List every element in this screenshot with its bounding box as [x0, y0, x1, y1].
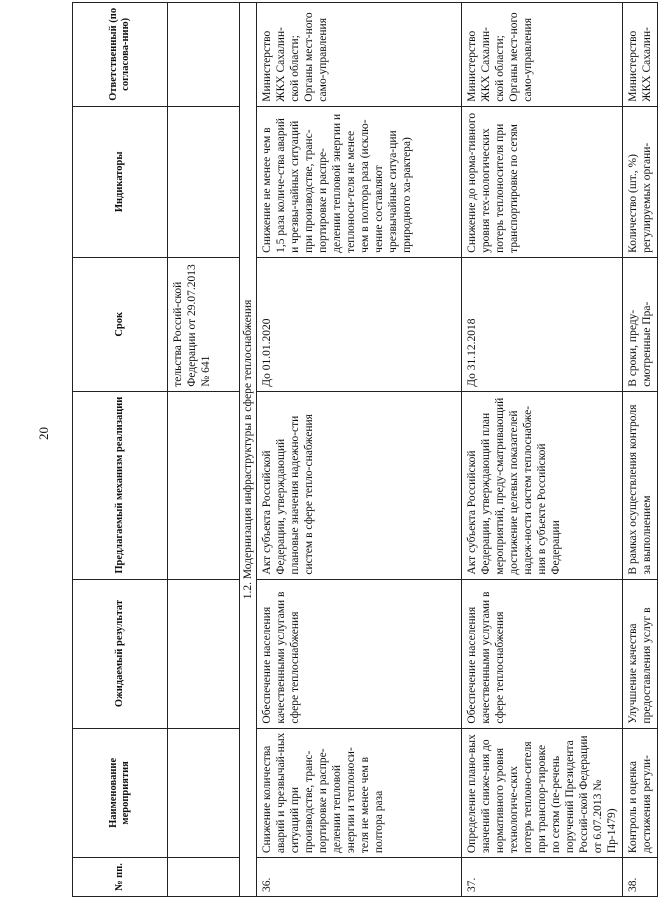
row-37-indicators: Снижение до норма-тивного уровня тех-нологических потерь теплоносителя при транспортировке по сетям [462, 106, 623, 257]
cell-result [168, 579, 240, 728]
row-38-indicators: Количество (шт., %) регулируемых органи- [623, 106, 658, 257]
row-37-num: 37. [462, 858, 623, 897]
table-row-continued [168, 3, 240, 897]
row-36-num: 36. [257, 858, 462, 897]
document-table-area [72, 2, 652, 897]
row-38-mechanism: В рамках осуществления контроля за выполнением [623, 391, 658, 579]
cell-num [168, 858, 240, 897]
header-term: Срок [73, 257, 168, 391]
measures-table [72, 2, 658, 897]
table-header-row [73, 3, 168, 897]
row-38-name: Контроль и оценка достижения регули- [623, 728, 658, 858]
header-indicators: Индикаторы [73, 106, 168, 257]
header-responsible: Ответственный (по согласова-нию) [73, 3, 168, 107]
cell-responsible [168, 3, 240, 107]
row-38-result: Улучшение качества предоставления услуг в [623, 579, 658, 728]
header-name: Наименование мероприятия [73, 728, 168, 858]
cell-name [168, 728, 240, 858]
row-36-name: Снижение количества аварий и чрезвычай-ных ситуаций при производстве, транс-портировке и распре-делении тепловой энергии и теплоноси-теля не менее чем в полтора раза [257, 728, 462, 858]
cell-term: тельства Россий-ской Федерации от 29.07.2013 № 641 [168, 257, 240, 391]
header-mechanism: Предлагаемый механизм реализации [73, 391, 168, 579]
row-37-term: До 31.12.2018 [462, 257, 623, 391]
header-num: № пп. [73, 858, 168, 897]
header-result: Ожидаемый результат [73, 579, 168, 728]
cell-mechanism [168, 391, 240, 579]
row-36-term: До 01.01.2020 [257, 257, 462, 391]
row-36-mechanism: Акт субъекта Российской Федерации, утверждающий плановые значения надежно-сти систем в сфере тепло-снабжения [257, 391, 462, 579]
row-37-responsible: Министерство ЖКХ Сахалин-ской области; Органы мест-ного само-управления [462, 3, 623, 107]
cell-indicators [168, 106, 240, 257]
row-37-result: Обеспечение населения качественными услугами в сфере теплоснабжения [462, 579, 623, 728]
row-38-responsible: Министерство ЖКХ Сахалин- [623, 3, 658, 107]
row-37-mechanism: Акт субъекта Российской Федерации, утверждающий план мероприятий, преду-сматривающий достижение целевых показателей надеж-ности систем теплоснабже-ния в субъекте Российской Федерации [462, 391, 623, 579]
row-38-term: В сроки, преду-смотренные Пра- [623, 257, 658, 391]
row-36-responsible: Министерство ЖКХ Сахалин-ской области; Органы мест-ного само-управления [257, 3, 462, 107]
section-title: 1.2. Модернизация инфраструктуры в сфере теплоснабжения [240, 3, 257, 897]
row-36-indicators: Снижение не менее чем в 1,5 раза количе-ства аварий и чрезвы-чайных ситуаций при производстве, транс-портировке и распре-делении тепловой энергии и теплоноси-теля не менее чем в полтора раза (исклю-чение составляют чрезвычайные ситуа-ции природного ха-рактера) [257, 106, 462, 257]
table-row [462, 3, 623, 897]
section-row [240, 3, 257, 897]
row-36-result: Обеспечение населения качественными услугами в сфере теплоснабжения [257, 579, 462, 728]
table-row [257, 3, 462, 897]
row-37-name: Определение плано-вых значений сниже-ния до нормативного уровня технологиче-ских потерь теплоно-сителя при транспор-тировке по сетям (пе-речень поручений Президента Россий-ской Федерации от 6.07.2013 № Пр-1479) [462, 728, 623, 858]
page-number: 20 [36, 427, 51, 440]
row-38-num: 38. [623, 858, 658, 897]
table-row [623, 3, 658, 897]
